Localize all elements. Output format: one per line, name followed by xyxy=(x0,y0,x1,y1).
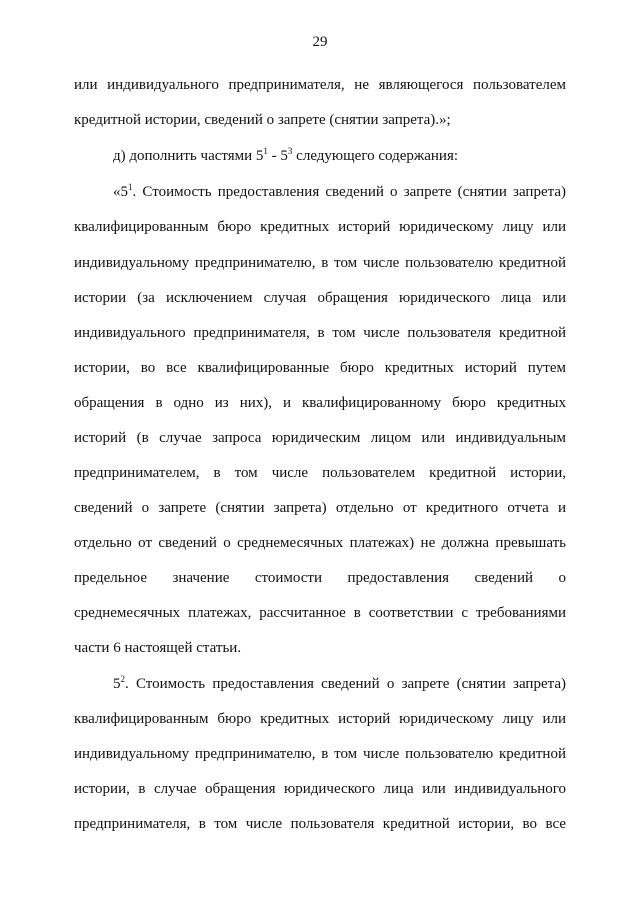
text-line: индивидуального предпринимателя, в том числе пользователя кредитной xyxy=(74,325,566,341)
text-line: предпринимателя, в том числе пользователя кредитной истории, во все xyxy=(74,816,566,832)
text-line: отдельно от сведений о среднемесячных платежах) не должна превышать xyxy=(74,535,566,551)
text-line: истории, в случае обращения юридического лица или индивидуального xyxy=(74,781,566,797)
text-line: обращения в одно из них), и квалифицированному бюро кредитных xyxy=(74,395,566,411)
line-part: - 5 xyxy=(267,148,288,164)
text-line: предельное значение стоимости предоставления сведений о xyxy=(74,570,566,586)
line-part: следующего содержания: xyxy=(292,148,459,164)
text-line: истории (за исключением случая обращения юридического лица или xyxy=(74,290,566,306)
text-line: квалифицированным бюро кредитных историй юридическому лицу или xyxy=(74,711,566,727)
page-number: 29 xyxy=(312,34,328,50)
text-line: сведений о запрете (снятии запрета) отдельно от кредитного отчета и xyxy=(74,500,566,516)
text-line: или индивидуального предпринимателя, не являющегося пользователем xyxy=(74,77,566,93)
text-line: среднемесячных платежах, рассчитанное в соответствии с требованиями xyxy=(74,605,566,621)
text-line: индивидуальному предпринимателю, в том числе пользователю кредитной xyxy=(74,746,566,762)
line-part: «5 xyxy=(113,184,128,200)
text-line: индивидуальному предпринимателю, в том числе пользователю кредитной xyxy=(74,255,566,271)
line-part: 5 xyxy=(113,676,121,692)
superscript: 2 xyxy=(120,674,125,684)
text-line: предпринимателем, в том числе пользователем кредитной истории, xyxy=(74,465,566,481)
text-line-clause-heading xyxy=(113,674,566,694)
superscript: 3 xyxy=(287,146,293,156)
text-line: квалифицированным бюро кредитных историй юридическому лицу или xyxy=(74,219,566,235)
text-line-amendment xyxy=(113,146,566,166)
line-part: д) дополнить частями 5 xyxy=(113,148,264,164)
superscript: 1 xyxy=(128,182,133,192)
line-part: . Стоимость предоставления сведений о запрете (снятии запрета) xyxy=(132,184,566,200)
superscript: 1 xyxy=(263,146,268,156)
text-line-clause-heading xyxy=(113,182,566,202)
text-line: части 6 настоящей статьи. xyxy=(74,640,242,656)
text-line: кредитной истории, сведений о запрете (снятии запрета).»; xyxy=(74,112,451,128)
text-line: истории, во все квалифицированные бюро кредитных историй путем xyxy=(74,360,566,376)
text-line: историй (в случае запроса юридическим лицом или индивидуальным xyxy=(74,430,566,446)
line-part: . Стоимость предоставления сведений о запрете (снятии запрета) xyxy=(125,676,566,692)
